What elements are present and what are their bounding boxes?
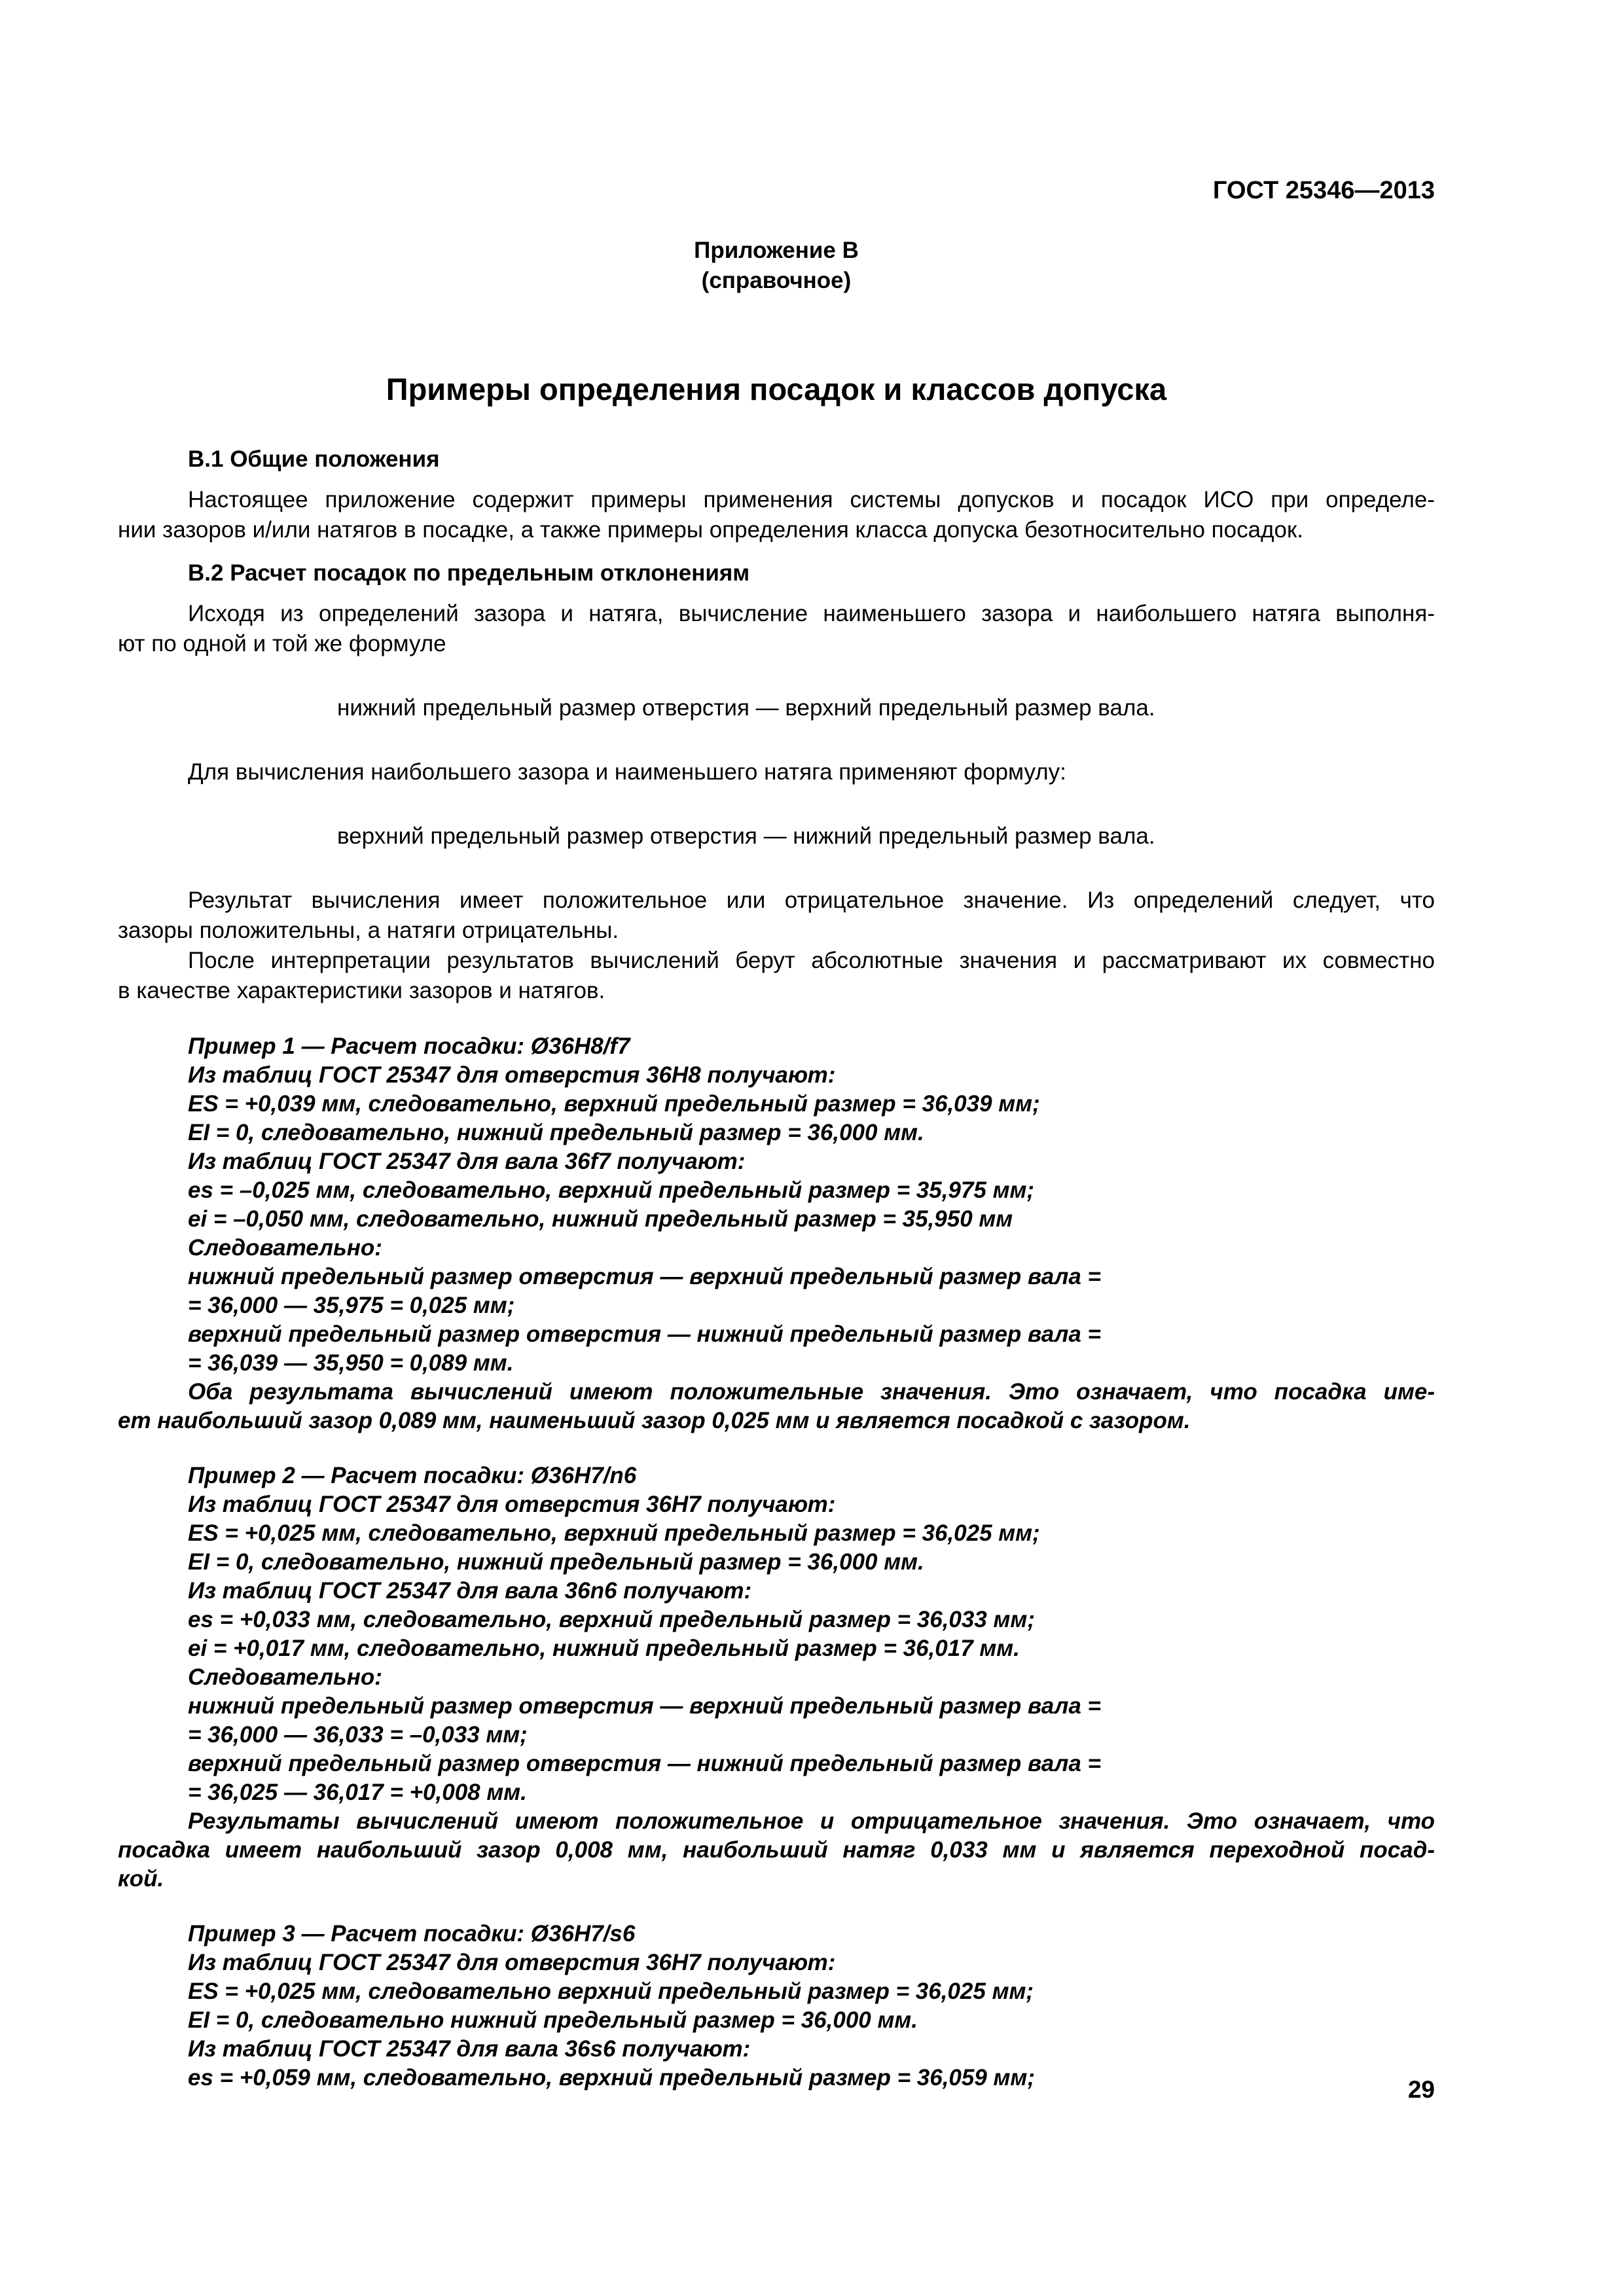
annex-note: (справочное) bbox=[701, 268, 852, 293]
document-body bbox=[118, 444, 1435, 2092]
paragraph-line: в качестве характеристики зазоров и натягов. bbox=[118, 978, 605, 1003]
standard-reference: ГОСТ 25346—2013 bbox=[1212, 177, 1435, 204]
example-block-line: = 36,000 — 36,033 = –0,033 мм; bbox=[188, 1722, 528, 1748]
example-block-line: Пример 1 — Расчет посадки: Ø36H8/f7 bbox=[188, 1033, 630, 1059]
formula-line-line: нижний предельный размер отверстия — верхний предельный размер вала. bbox=[337, 695, 1155, 721]
example-block-line: ei = +0,017 мм, следовательно, нижний предельный размер = 36,017 мм. bbox=[188, 1636, 1020, 1661]
example-block-line: es = +0,059 мм, следовательно, верхний предельный размер = 36,059 мм; bbox=[188, 2065, 1035, 2090]
paragraph-line: Результат вычисления имеет положительное или отрицательное значение. Из определений следует, что bbox=[188, 888, 1435, 913]
example-block-line: кой. bbox=[118, 1866, 164, 1892]
example-block-line: = 36,039 — 35,950 = 0,089 мм. bbox=[188, 1350, 514, 1376]
example-block-line: = 36,000 — 35,975 = 0,025 мм; bbox=[188, 1293, 515, 1318]
paragraph-line: Исходя из определений зазора и натяга, вычисление наименьшего зазора и наибольшего натяга выполня- bbox=[188, 601, 1435, 626]
section-heading bbox=[118, 444, 1435, 475]
document-content bbox=[118, 236, 1435, 2092]
paragraph-line: нии зазоров и/или натягов в посадке, а также примеры определения класса допуска безотносительно посадок. bbox=[118, 517, 1303, 543]
example-block-line: Из таблиц ГОСТ 25347 для вала 36f7 получают: bbox=[188, 1149, 746, 1174]
example-block-line: Из таблиц ГОСТ 25347 для отверстия 36H7 получают: bbox=[188, 1492, 836, 1517]
example-block-line: верхний предельный размер отверстия — нижний предельный размер вала = bbox=[188, 1321, 1101, 1347]
page-footer bbox=[118, 2076, 1435, 2104]
example-block-line: es = –0,025 мм, следовательно, верхний предельный размер = 35,975 мм; bbox=[188, 1177, 1035, 1203]
paragraph bbox=[118, 757, 1435, 787]
example-block-line: EI = 0, следовательно, нижний предельный размер = 36,000 мм. bbox=[188, 1549, 924, 1575]
example-block-line: Пример 2 — Расчет посадки: Ø36H7/n6 bbox=[188, 1463, 637, 1488]
formula-line-line: верхний предельный размер отверстия — нижний предельный размер вала. bbox=[337, 823, 1155, 849]
section-heading-line: В.2 Расчет посадок по предельным отклонениям bbox=[188, 560, 750, 586]
paragraph bbox=[118, 886, 1435, 1006]
example-block-line: Пример 3 — Расчет посадки: Ø36H7/s6 bbox=[188, 1921, 636, 1946]
paragraph-line: После интерпретации результатов вычислений берут абсолютные значения и рассматривают их совместно bbox=[188, 948, 1435, 973]
example-block-line: EI = 0, следовательно нижний предельный размер = 36,000 мм. bbox=[188, 2007, 918, 2033]
example-block-line: Из таблиц ГОСТ 25347 для вала 36s6 получают: bbox=[188, 2036, 751, 2062]
section-heading bbox=[118, 558, 1435, 588]
example-block-line: Из таблиц ГОСТ 25347 для отверстия 36H7 получают: bbox=[188, 1950, 836, 1975]
page-number: 29 bbox=[1407, 2076, 1435, 2103]
example-block-line: es = +0,033 мм, следовательно, верхний предельный размер = 36,033 мм; bbox=[188, 1607, 1035, 1632]
example-block-line: = 36,025 — 36,017 = +0,008 мм. bbox=[188, 1780, 527, 1805]
example-block bbox=[118, 1920, 1435, 2092]
page-header bbox=[118, 175, 1435, 206]
example-block-line: ет наибольший зазор 0,089 мм, наименьший зазор 0,025 мм и является посадкой с зазором. bbox=[118, 1408, 1191, 1433]
formula-line bbox=[118, 821, 1435, 852]
example-block-line: посадка имеет наибольший зазор 0,008 мм, наибольший натяг 0,033 мм и является переходной посад- bbox=[118, 1837, 1435, 1863]
example-block-line: верхний предельный размер отверстия — нижний предельный размер вала = bbox=[188, 1751, 1101, 1776]
example-block-line: ES = +0,025 мм, следовательно верхний предельный размер = 36,025 мм; bbox=[188, 1979, 1034, 2004]
example-block-line: нижний предельный размер отверстия — верхний предельный размер вала = bbox=[188, 1693, 1101, 1719]
paragraph-line: зазоры положительны, а натяги отрицательны. bbox=[118, 918, 619, 943]
example-block-line: Следовательно: bbox=[188, 1235, 382, 1261]
example-block-line: Из таблиц ГОСТ 25347 для вала 36n6 получают: bbox=[188, 1578, 752, 1604]
example-block-line: нижний предельный размер отверстия — верхний предельный размер вала = bbox=[188, 1264, 1101, 1289]
example-block-line: ES = +0,025 мм, следовательно, верхний предельный размер = 36,025 мм; bbox=[188, 1520, 1040, 1546]
example-block-line: Следовательно: bbox=[188, 1664, 382, 1690]
formula-line bbox=[118, 693, 1435, 723]
paragraph-line: ют по одной и той же формуле bbox=[118, 631, 446, 656]
example-block-line: Из таблиц ГОСТ 25347 для отверстия 36H8 получают: bbox=[188, 1062, 836, 1088]
section-heading-line: В.1 Общие положения bbox=[188, 446, 440, 472]
paragraph bbox=[118, 485, 1435, 545]
example-block bbox=[118, 1032, 1435, 1435]
paragraph-line: Настоящее приложение содержит примеры применения системы допусков и посадок ИСО при определе- bbox=[188, 487, 1435, 512]
page-title: Примеры определения посадок и классов допуска bbox=[386, 372, 1167, 406]
example-block-line: ei = –0,050 мм, следовательно, нижний предельный размер = 35,950 мм bbox=[188, 1206, 1013, 1232]
example-block-line: Результаты вычислений имеют положительное и отрицательное значения. Это означает, что bbox=[188, 1808, 1435, 1834]
example-block-line: Оба результата вычислений имеют положительные значения. Это означает, что посадка име- bbox=[188, 1379, 1435, 1405]
annex-label: Приложение В bbox=[694, 238, 859, 263]
example-block bbox=[118, 1462, 1435, 1893]
paragraph-line: Для вычисления наибольшего зазора и наименьшего натяга применяют формулу: bbox=[188, 759, 1066, 785]
example-block-line: ES = +0,039 мм, следовательно, верхний предельный размер = 36,039 мм; bbox=[188, 1091, 1040, 1117]
example-block-line: EI = 0, следовательно, нижний предельный размер = 36,000 мм. bbox=[188, 1120, 924, 1145]
paragraph bbox=[118, 599, 1435, 659]
